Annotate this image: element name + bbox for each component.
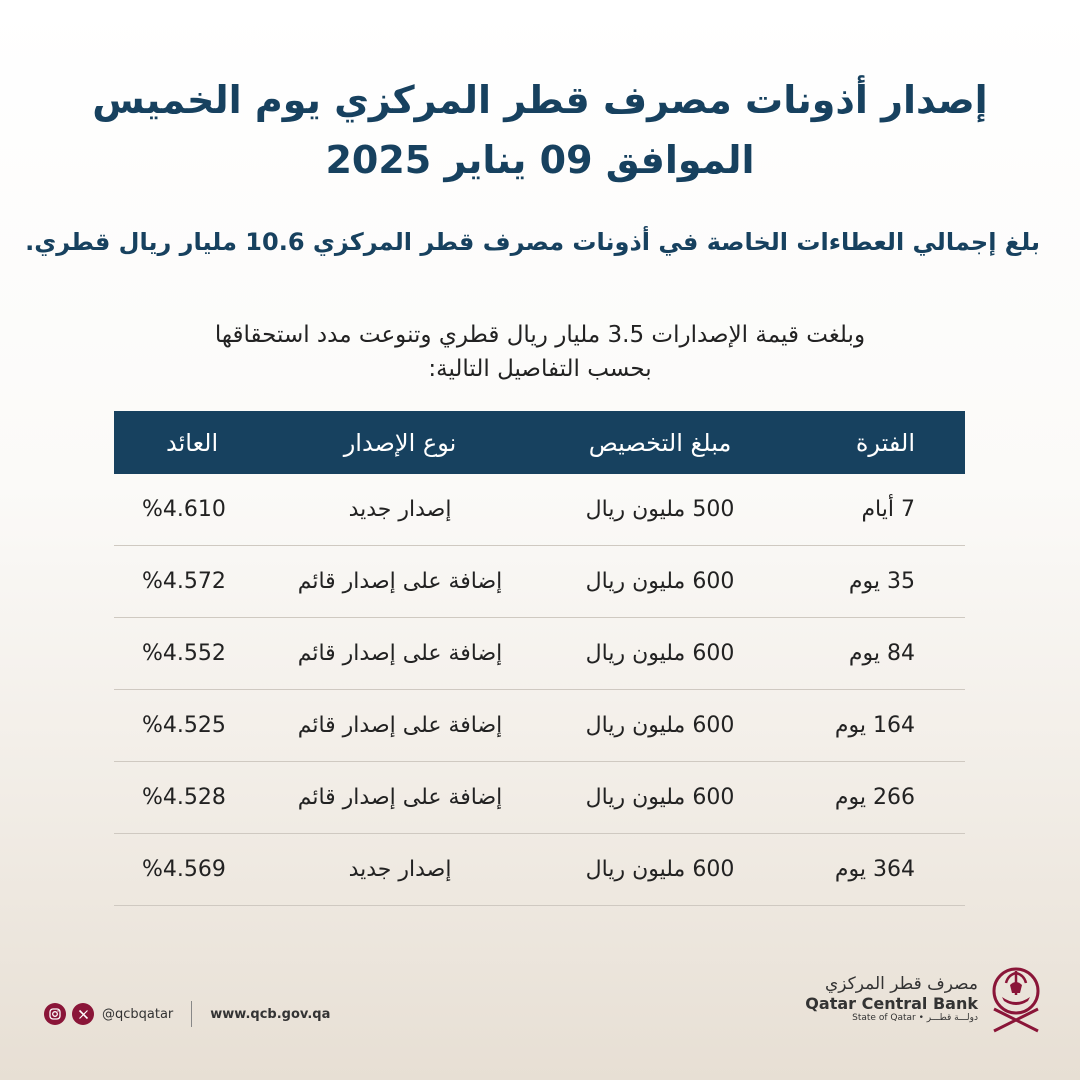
- cell-period: 266 يوم: [834, 785, 915, 810]
- qatar-emblem-icon: [988, 961, 1044, 1035]
- website-link[interactable]: www.qcb.gov.qa: [210, 1006, 331, 1022]
- cell-amount: 600 مليون ريال: [585, 641, 735, 666]
- cell-period: 364 يوم: [834, 857, 915, 882]
- instagram-icon[interactable]: [44, 1003, 66, 1025]
- title-line-1: إصدار أذونات مصرف قطر المركزي يوم الخميس: [92, 78, 988, 122]
- cell-type: إضافة على إصدار قائم: [297, 713, 503, 738]
- cell-amount: 600 مليون ريال: [585, 713, 735, 738]
- x-icon[interactable]: [72, 1003, 94, 1025]
- brand-name-english: Qatar Central Bank: [805, 993, 978, 1013]
- cell-yield: %4.525: [142, 713, 226, 738]
- cell-yield: %4.552: [142, 641, 226, 666]
- table-row: [114, 762, 965, 834]
- cell-type: إضافة على إصدار قائم: [297, 785, 503, 810]
- summary-line-1: وبلغت قيمة الإصدارات 3.5 مليار ريال قطري وتنوعت مدد استحقاقها: [214, 322, 866, 348]
- table-row: [114, 546, 965, 618]
- table-row: [114, 618, 965, 690]
- footer-divider: [191, 1001, 192, 1027]
- cell-type: إضافة على إصدار قائم: [297, 569, 503, 594]
- cell-period: 84 يوم: [848, 641, 915, 666]
- qcb-brand: [805, 958, 1044, 1038]
- table-row: [114, 834, 965, 906]
- instagram-glyph: [49, 1008, 61, 1020]
- social-footer: [44, 1000, 330, 1028]
- header-period: الفترة: [855, 428, 915, 457]
- cell-period: 35 يوم: [848, 569, 915, 594]
- summary-line-2: بحسب التفاصيل التالية:: [428, 356, 652, 382]
- social-handle[interactable]: @qcbqatar: [102, 1006, 174, 1022]
- total-bids-statement: بلغ إجمالي العطاءات الخاصة في أذونات مصرف قطر المركزي 10.6 مليار ريال قطري.: [25, 228, 1040, 256]
- cell-amount: 600 مليون ريال: [585, 785, 735, 810]
- cell-amount: 600 مليون ريال: [585, 857, 735, 882]
- cell-amount: 600 مليون ريال: [585, 569, 735, 594]
- title-line-2: الموافق 09 يناير 2025: [325, 138, 755, 182]
- cell-type: إضافة على إصدار قائم: [297, 641, 503, 666]
- header-yield: العائد: [166, 428, 219, 457]
- header-amount: مبلغ التخصيص: [588, 428, 732, 457]
- brand-name-arabic: مصرف قطر المركزي: [825, 973, 978, 994]
- cell-amount: 500 مليون ريال: [585, 497, 735, 522]
- table-row: [114, 474, 965, 546]
- issuance-table: [114, 411, 965, 906]
- brand-text: [805, 974, 978, 1023]
- cell-period: 7 أيام: [861, 497, 915, 522]
- cell-yield: %4.610: [142, 497, 226, 522]
- cell-yield: %4.569: [142, 857, 226, 882]
- issuance-summary: [100, 318, 980, 386]
- cell-yield: %4.572: [142, 569, 226, 594]
- table-header: [114, 411, 965, 474]
- table-row: [114, 690, 965, 762]
- x-glyph: [78, 1009, 89, 1020]
- brand-state: State of Qatar • دولـــة قطـــر: [852, 1012, 978, 1023]
- cell-yield: %4.528: [142, 785, 226, 810]
- cell-type: إصدار جديد: [348, 497, 452, 522]
- cell-period: 164 يوم: [834, 713, 915, 738]
- header-type: نوع الإصدار: [343, 428, 457, 457]
- cell-type: إصدار جديد: [348, 857, 452, 882]
- page-title: [60, 70, 1020, 190]
